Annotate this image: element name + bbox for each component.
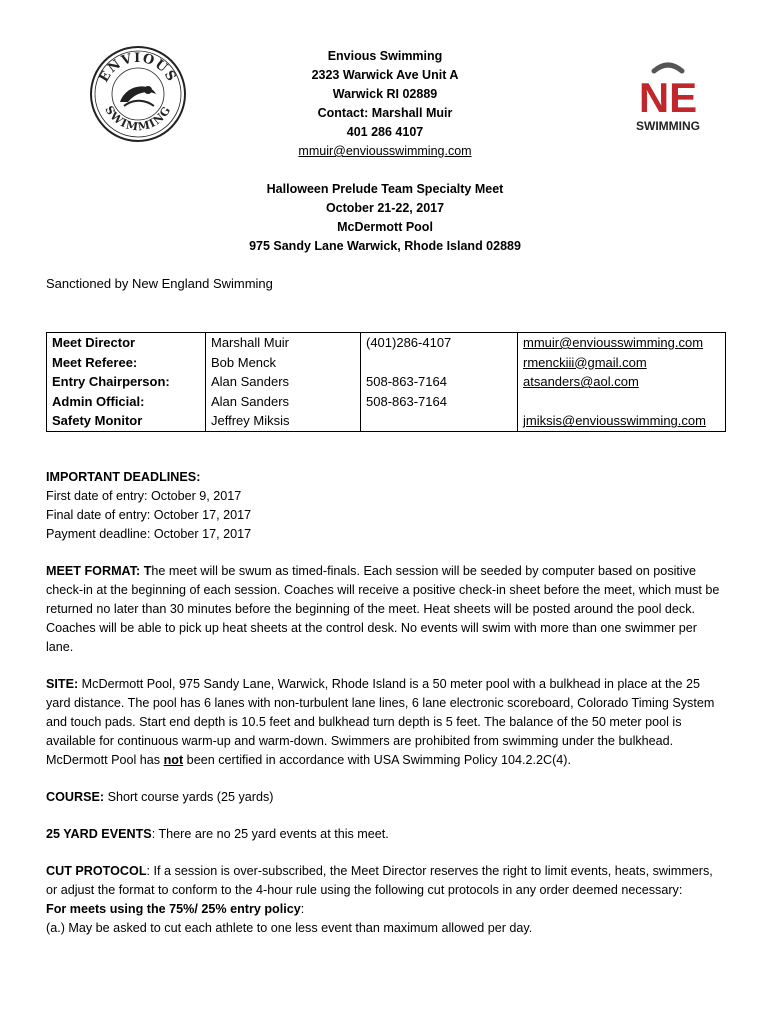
official-name: Alan Sanders <box>206 372 361 392</box>
site-text-cont: been certified in accordance with USA Swimming Policy 104.2.2C(4). <box>183 753 571 767</box>
yard25-label: 25 YARD EVENTS <box>46 827 152 841</box>
cut-protocol-section <box>46 862 726 938</box>
site-section <box>46 675 726 770</box>
meet-format-text: he meet will be swum as timed-finals. Each session will be seeded by computer based on positive check-in at the beginning of each session. Coaches will receive a positive check-in sheet before the meet, which must be returned no later than 30 minutes before the beginning of the meet. Heat sheets will be posted around the pool deck. Coaches will be able to pick up heat sheets at the control desk. No events will swim with more than one swimmer per lane. <box>46 564 720 654</box>
policy-colon: : <box>300 902 305 916</box>
official-role: Admin Official: <box>47 392 206 412</box>
official-phone: (401)286-4107 <box>361 333 518 353</box>
course-label: COURSE: <box>46 790 105 804</box>
course-text: Short course yards (25 yards) <box>104 790 274 804</box>
org-name: Envious Swimming <box>327 49 443 63</box>
table-row <box>47 353 726 373</box>
meet-format-section <box>46 562 726 657</box>
site-emphasis: not <box>163 753 184 767</box>
org-address-line1: 2323 Warwick Ave Unit A <box>311 68 459 82</box>
official-name: Marshall Muir <box>206 333 361 353</box>
course-section <box>46 788 726 807</box>
site-text: McDermott Pool, 975 Sandy Lane, Warwick, Rhode Island is a 50 meter pool with a bulkhead in place at the 25 yard distance. The pool has 6 lanes with non-turbulent lane lines, 6 lane electronic scoreboard, Colorado Timing System and touch pads. Start end depth is 10.5 feet and bulkhead turn depth is 5 feet. The balance of the 50 meter pool is available for continuous warm-up and warm-down. Swimmers are prohibited from swimming under the bulkhead. McDermott Pool has <box>46 677 715 767</box>
meet-title-block <box>0 180 770 256</box>
cut-protocol-text: : If a session is over-subscribed, the Meet Director reserves the right to limit events, heats, swimmers, or adjust the format to conform to the 4-hour rule using the following cut protocols in any order deemed necessary: <box>46 864 713 897</box>
official-phone: 508-863-7164 <box>361 372 518 392</box>
cut-item-a: (a.) May be asked to cut each athlete to one less event than maximum allowed per day. <box>46 921 533 935</box>
official-name: Bob Menck <box>206 353 361 373</box>
org-phone: 401 286 4107 <box>346 125 424 139</box>
ne-swimming-logo <box>624 57 712 135</box>
meet-pool: McDermott Pool <box>337 220 433 234</box>
payment-deadline: Payment deadline: October 17, 2017 <box>46 527 252 541</box>
deadlines-heading: IMPORTANT DEADLINES: <box>46 470 201 484</box>
meet-dates: October 21-22, 2017 <box>325 201 445 215</box>
meet-format-label: MEET FORMAT: T <box>46 564 152 578</box>
deadlines-section <box>46 468 726 544</box>
final-entry-date: Final date of entry: October 17, 2017 <box>46 508 252 522</box>
site-label: SITE: <box>46 677 79 691</box>
official-role: Safety Monitor <box>47 411 206 431</box>
table-row <box>47 411 726 431</box>
official-email-link[interactable]: mmuir@enviousswimming.com <box>518 333 726 353</box>
table-row <box>47 372 726 392</box>
meet-title: Halloween Prelude Team Specialty Meet <box>266 182 504 196</box>
svg-text:SWIMMING: SWIMMING <box>102 103 174 134</box>
official-name: Alan Sanders <box>206 392 361 412</box>
svg-text:NE: NE <box>638 74 698 121</box>
official-role: Meet Director <box>47 333 206 353</box>
yard25-text: : There are no 25 yard events at this meet. <box>151 827 389 841</box>
official-email-link[interactable]: rmenckiii@gmail.com <box>518 353 726 373</box>
svg-text:SWIMMING: SWIMMING <box>636 119 700 133</box>
official-phone <box>361 353 518 373</box>
official-role: Entry Chairperson: <box>47 372 206 392</box>
official-phone: 508-863-7164 <box>361 392 518 412</box>
official-name: Jeffrey Miksis <box>206 411 361 431</box>
official-phone <box>361 411 518 431</box>
officials-table <box>46 332 726 432</box>
org-address-line2: Warwick RI 02889 <box>332 87 438 101</box>
policy-heading: For meets using the 75%/ 25% entry policy <box>46 902 301 916</box>
official-role: Meet Referee: <box>47 353 206 373</box>
cut-protocol-label: CUT PROTOCOL <box>46 864 147 878</box>
org-email-link[interactable]: mmuir@enviousswimming.com <box>298 144 472 158</box>
meet-info-body <box>46 468 726 956</box>
official-email-link <box>518 392 726 412</box>
table-row <box>47 333 726 353</box>
svg-text:ENVIOUS: ENVIOUS <box>96 50 180 86</box>
yard25-section <box>46 825 726 844</box>
table-row <box>47 392 726 412</box>
first-entry-date: First date of entry: October 9, 2017 <box>46 489 242 503</box>
org-contact: Contact: Marshall Muir <box>317 106 453 120</box>
official-email-link[interactable]: jmiksis@enviousswimming.com <box>518 411 726 431</box>
official-email-link[interactable]: atsanders@aol.com <box>518 372 726 392</box>
sanction-text: Sanctioned by New England Swimming <box>46 276 273 291</box>
meet-address: 975 Sandy Lane Warwick, Rhode Island 02889 <box>249 239 521 253</box>
